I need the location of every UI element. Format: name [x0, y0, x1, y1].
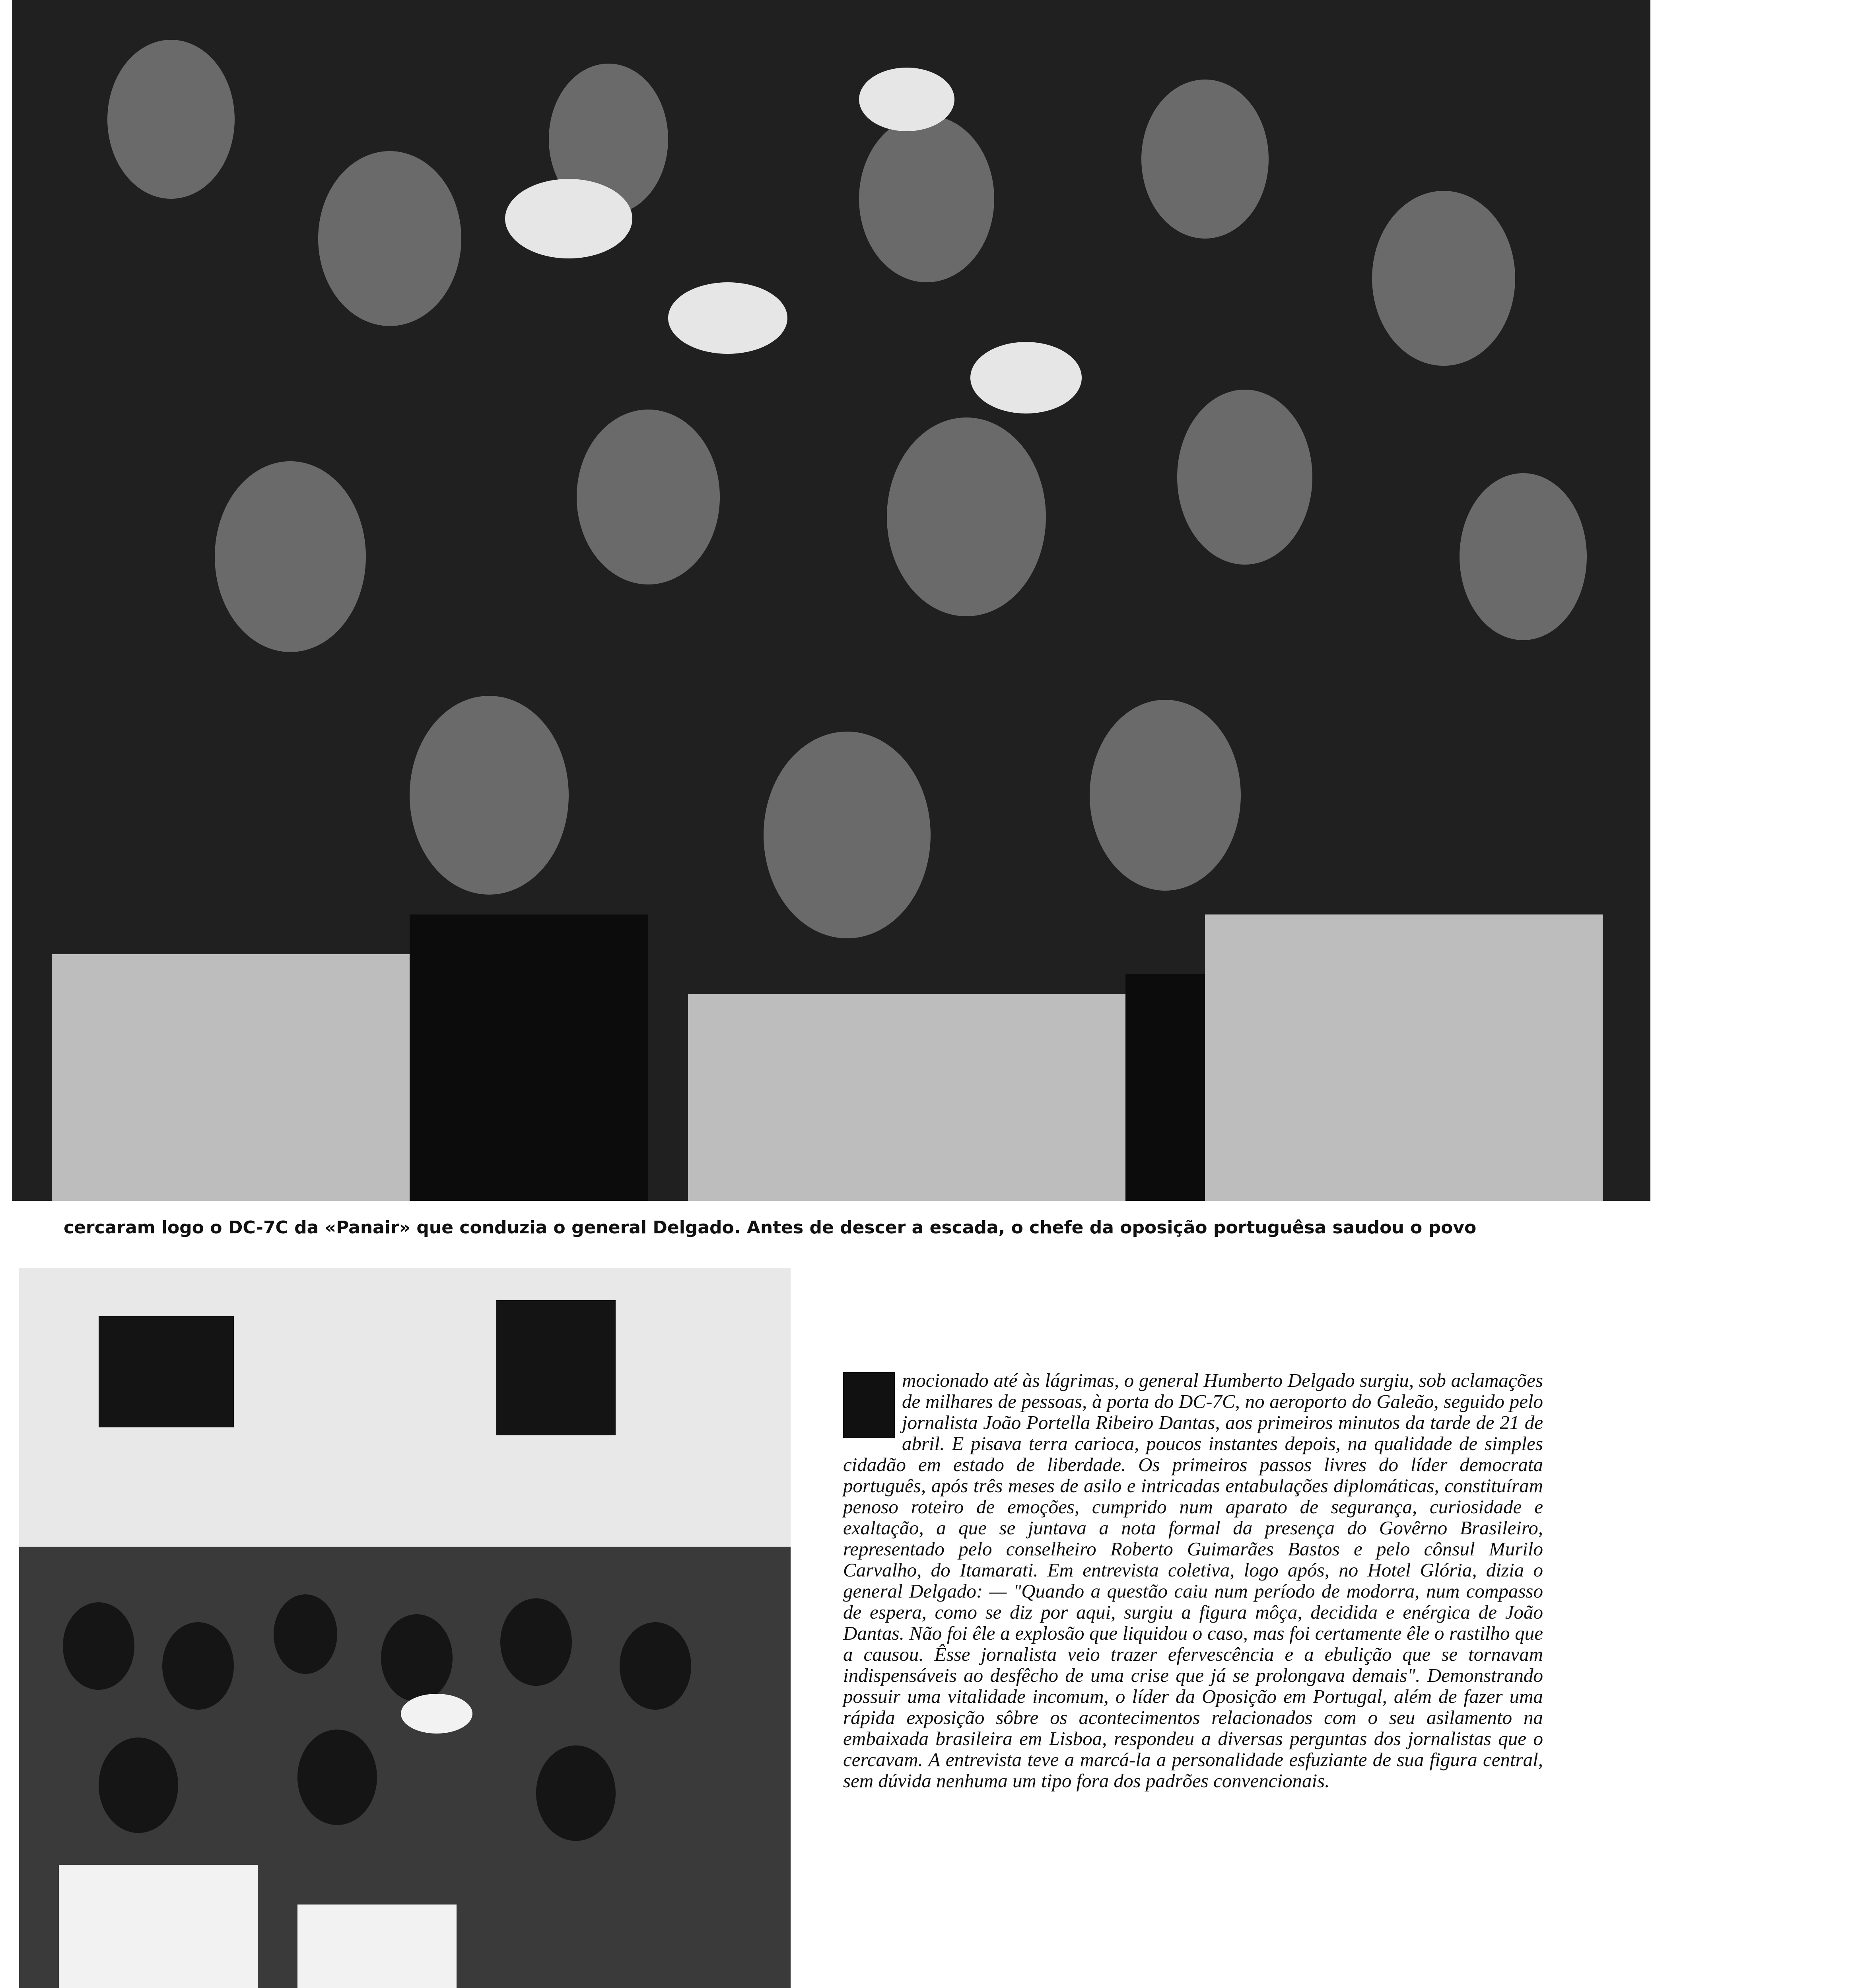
article-text: mocionado até às lágrimas, o general Humberto Delgado surgiu, sob aclamações de milhares de pessoas, à porta do DC-7C, no aeroporto do Galeão, seguido pelo jornalista João Portella Ribeiro Dantas, aos primeiros minutos da tarde de 21 de abril. E pisava terra carioca, poucos instantes depois, na qualidade de simples cidadão em estado de liberdade. Os primeiros passos livres do líder democrata português, após três meses de asilo e intricadas entabulações diplomáticas, constituíram penoso roteiro de emoções, cumprido num aparato de segurança, curiosidade e exaltação, a que se juntava a nota formal da presença do Govêrno Brasileiro, representado pelo conselheiro Roberto Guimarães Bastos e pelo cônsul Murilo Carvalho, do Itamarati. Em entrevista coletiva, logo após, no Hotel Glória, dizia o general Delgado: — "Quando a questão caiu num período de modorra, num compasso de espera, como se diz por aqui, surgiu a figura môça, decidida e enérgica de João Dantas. Não foi êle a explosão que liquidou o caso, mas foi certamente êle o rastilho que a causou. Êsse jornalista veio trazer efervescência e a ebulição que se tornavam indispensáveis ao desfêcho de uma crise que já se prolongava demais". Demonstrando possuir uma vitalidade incomum, o líder da Oposição em Portugal, além de fazer uma rápida exposição sôbre os acontecimentos relacionados com o seu asilamento na embaixada brasileira em Lisboa, respondeu a diversas perguntas dos jornalistas que o cercavam. A entrevista teve a marcá-la a personalidade esfuziante de sua figura central, sem dúvida nenhuma um tipo fora dos padrões convencionais. — [843, 1369, 1543, 1792]
crowd-photo-top — [12, 0, 1650, 1201]
airport-photo-bottom — [19, 1268, 791, 1988]
top-photo-caption: cercaram logo o DC-7C da «Panair» que conduzia o general Delgado. Antes de descer a escada, o chefe da oposição portuguêsa saudou o povo — [64, 1217, 1477, 1238]
article-body — [843, 1370, 1543, 1791]
drop-cap-block — [843, 1372, 895, 1438]
